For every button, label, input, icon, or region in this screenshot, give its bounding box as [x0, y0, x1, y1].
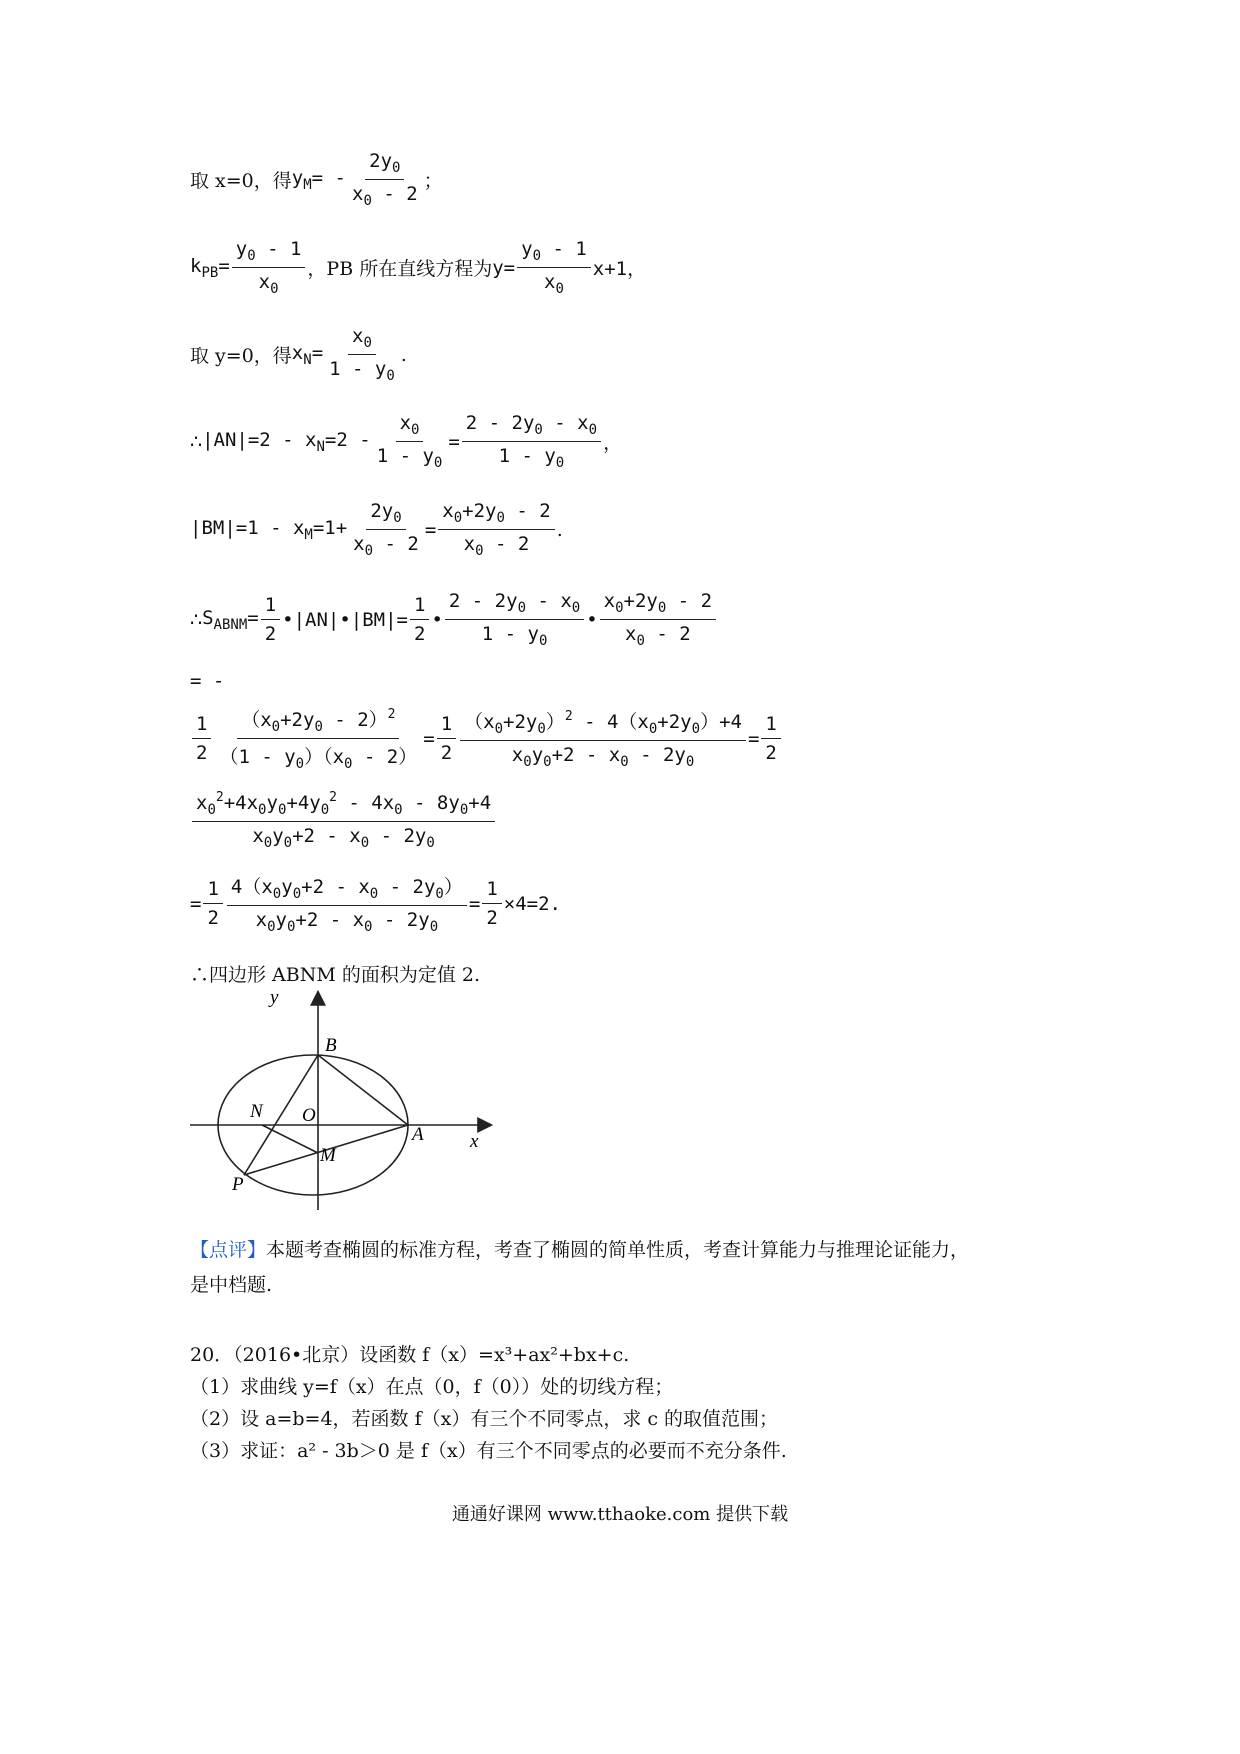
text: ，PB 所在直线方程为	[307, 258, 493, 280]
formula: $y_M=$ -	[291, 166, 346, 193]
line-expand-2: $\frac{x_0^2+4x_0y_0+4y_0^2 - 4x_0 - 8y_0+4}{x_0y_0+2 - x_0 - 2y_0}$	[190, 790, 497, 851]
formula: $k_{PB}=$	[190, 254, 230, 281]
line-an: ∴ $|AN|=2 - x_N=2$ - $\frac{x_0}{1 - y_0}$ = $\frac{2 - 2y_0 - x_0}{1 - y_0}$ ，	[190, 412, 623, 471]
comment-tag: 【点评】	[190, 1239, 267, 1261]
label-o: O	[302, 1105, 316, 1126]
line-area: ∴ $S_{ABNM}=$ $\frac{1}{2}$ •|AN|•|BM|= $\frac{1}{2}$ • $\frac{2 - 2y_0 - x_0}{1 - y_0}$ • $\frac{x_0+2y_0 - 2}{x_0 - 2}$	[190, 590, 718, 649]
line-ym: 取 x=0，得 $y_M=$ - $\frac{2y_0}{x_0 - 2}$ ；	[190, 150, 443, 209]
label-b: B	[325, 1035, 337, 1056]
label-m: M	[320, 1145, 336, 1166]
ellipse-figure	[180, 985, 500, 1215]
label-x: x	[470, 1131, 479, 1152]
line-xn: 取 y=0，得 $x_N=$ $\frac{x_0}{1 - y_0}$ .	[190, 325, 407, 384]
line-result: = $\frac{1}{2}$ $\frac{4(x_0y_0+2 - x_0 - 2y_0)}{x_0y_0+2 - x_0 - 2y_0}$ = $\frac{1}{2}$ ×4=2.	[190, 872, 561, 935]
label-p: P	[232, 1174, 244, 1195]
conclusion: ∴四边形 ABNM 的面积为定值 2.	[190, 964, 481, 986]
label-a: A	[412, 1124, 424, 1145]
fraction: $\frac{2y_0}{x_0 - 2}$	[351, 150, 418, 209]
text: 取 y=0，得	[190, 345, 292, 367]
line-bm: $|BM|=1 - x_M=1+$ $\frac{2y_0}{x_0 - 2}$ = $\frac{x_0+2y_0 - 2}{x_0 - 2}$ .	[190, 500, 563, 559]
fraction: $\frac{y_0 - 1}{x_0}$	[517, 238, 591, 297]
comment	[190, 1235, 969, 1262]
fraction: $\frac{x_0}{1 - y_0}$	[329, 325, 395, 384]
text: 取 x=0，得	[190, 170, 292, 192]
label-y: y	[270, 987, 279, 1008]
comment-text: 本题考查椭圆的标准方程，考查了椭圆的简单性质，考查计算能力与推理论证能力，	[266, 1239, 970, 1261]
footer: 通通好课网 www.tthaoke.com 提供下载	[451, 1504, 789, 1525]
line-eq: = -	[190, 670, 225, 692]
line-kpb: $k_{PB}=$ $\frac{y_0 - 1}{x_0}$ ，PB 所在直线方程为 y= $\frac{y_0 - 1}{x_0}$ x+1，	[190, 238, 647, 297]
comment-line-2: 是中档题.	[190, 1274, 273, 1296]
fraction: $\frac{y_0 - 1}{x_0}$	[232, 238, 306, 297]
problem-q2: （2）设 a=b=4，若函数 f（x）有三个不同零点，求 c 的取值范围；	[190, 1408, 779, 1430]
problem-q3: （3）求证：a² - 3b＞0 是 f（x）有三个不同零点的必要而不充分条件.	[190, 1440, 787, 1462]
label-n: N	[250, 1101, 263, 1122]
problem-title: 20．（2016•北京）设函数 f（x）=x³+ax²+bx+c.	[190, 1344, 630, 1366]
problem-q1: （1）求曲线 y=f（x）在点（0，f（0））处的切线方程；	[190, 1376, 674, 1398]
segment-nm	[262, 1125, 318, 1153]
line-expand-1: $\frac{1}{2}$ $\frac{(x_0+2y_0 - 2)^2}{(1 - y_0)(x_0 - 2)}$ = $\frac{1}{2}$ $\frac{(x_0+2y_0)^2 - 4(x_0+2y_0)+4}{x_0y_0+2 - x_0 - 2y_0}$ = $\frac{1}{2}$	[190, 705, 783, 772]
